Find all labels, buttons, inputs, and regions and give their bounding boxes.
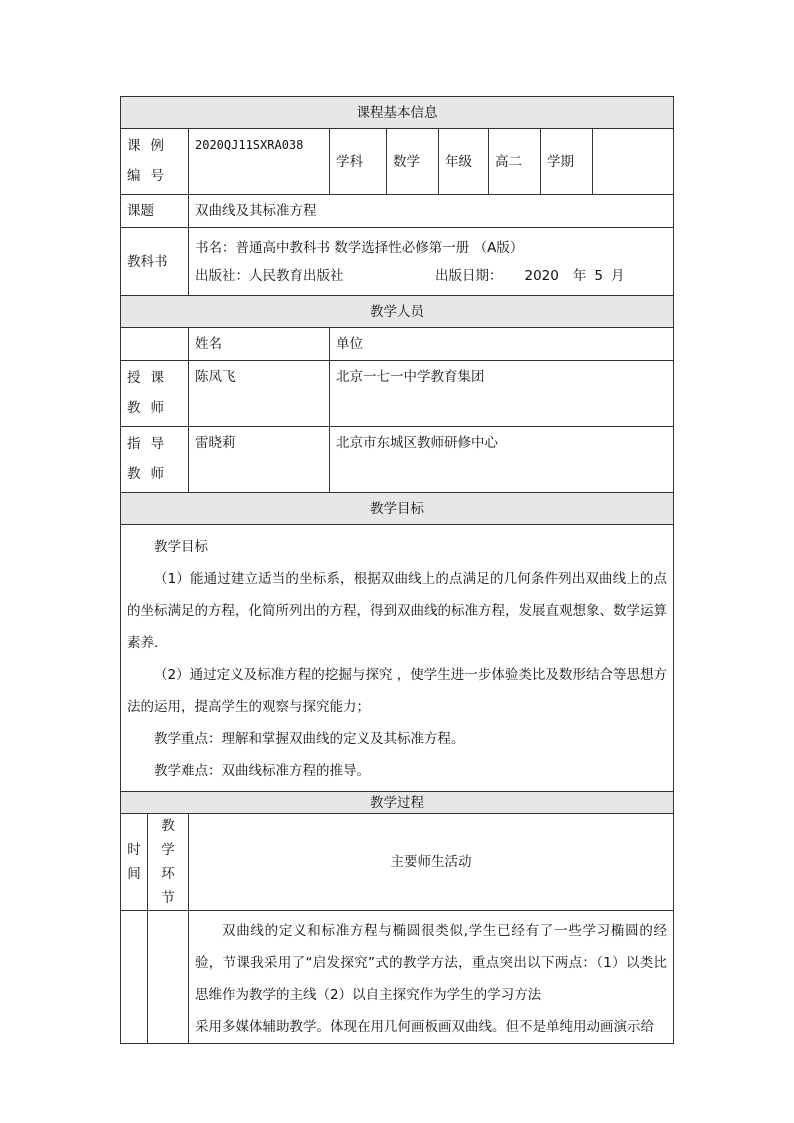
staff-name: 陈凤飞: [189, 361, 330, 427]
staff-unit: 北京一七一中学教育集团: [330, 361, 674, 427]
staff-role-header: [121, 328, 189, 361]
section-header-basic-info: 课程基本信息: [121, 97, 674, 129]
staff-name-header: 姓名: [189, 328, 330, 361]
activity-paragraph: 采用多媒体辅助教学。体现在用几何画板画双曲线。但不是单纯用动画演示给: [195, 1019, 654, 1035]
time-header: 时 间: [121, 814, 148, 911]
publish-month: 5: [594, 267, 603, 284]
staff-unit-header: 单位: [330, 328, 674, 361]
stage-cell: [148, 911, 189, 1044]
topic-label: 课题: [121, 195, 189, 228]
publish-year: 2020: [524, 267, 559, 284]
goals-content: [121, 525, 674, 792]
textbook-label: 教科书: [121, 228, 189, 296]
term-value: [593, 129, 674, 195]
textbook-info: [189, 228, 674, 296]
section-header-goals: 教学目标: [121, 493, 674, 525]
term-label: 学期: [541, 129, 593, 195]
time-cell: [121, 911, 148, 1044]
subject-label: 学科: [330, 129, 387, 195]
publish-month-unit: 月: [610, 267, 625, 284]
publisher-line: [195, 262, 667, 290]
grade-label: 年级: [439, 129, 489, 195]
difficult-point: 教学难点：双曲线标准方程的推导。: [154, 763, 370, 779]
activity-content: [189, 911, 674, 1044]
publish-date-label: 出版日期：: [435, 267, 503, 284]
stage-header: 教 学 环 节: [148, 814, 189, 911]
goal-item: （1）能通过建立适当的坐标系，根据双曲线上的点满足的几何条件列出双曲线上的点的坐标满足的方程，化简所列出的方程，得到双曲线的标准方程，发展直观想象、数学运算素养.: [127, 571, 668, 651]
goals-heading: 教学目标: [154, 539, 208, 555]
publish-year-unit: 年: [572, 267, 587, 284]
activity-header: 主要师生活动: [189, 814, 674, 911]
topic-value: 双曲线及其标准方程: [189, 195, 674, 228]
activity-paragraph: 双曲线的定义和标准方程与椭圆很类似,学生已经有了一些学习椭圆的经验，节课我采用了“启发探究”式的教学方法，重点突出以下两点：（1）以类比思维作为教学的主线（2）以自主探究作为学生的学习方法: [195, 923, 668, 1003]
section-header-process: 教学过程: [121, 792, 674, 814]
staff-role: 指导教师: [121, 427, 189, 493]
key-point: 教学重点：理解和掌握双曲线的定义及其标准方程。: [154, 731, 465, 747]
subject-value: 数学: [387, 129, 439, 195]
staff-name: 雷晓莉: [189, 427, 330, 493]
staff-role: 授课教师: [121, 361, 189, 427]
goal-item: （2）通过定义及标准方程的挖掘与探究 ，使学生进一步体验类比及数形结合等思想方法的运用，提高学生的观察与探究能力；: [127, 667, 668, 715]
book-name: 书名：普通高中教科书 数学选择性必修第一册 （A版）: [195, 239, 524, 256]
course-info-table: [120, 96, 674, 1044]
course-code-value: 2020QJ11SXRA038: [189, 129, 330, 195]
grade-value: 高二: [489, 129, 541, 195]
publisher: 出版社：人民教育出版社: [195, 267, 344, 284]
staff-unit: 北京市东城区教师研修中心: [330, 427, 674, 493]
course-code-label: 课例编号: [121, 129, 189, 195]
section-header-staff: 教学人员: [121, 296, 674, 328]
